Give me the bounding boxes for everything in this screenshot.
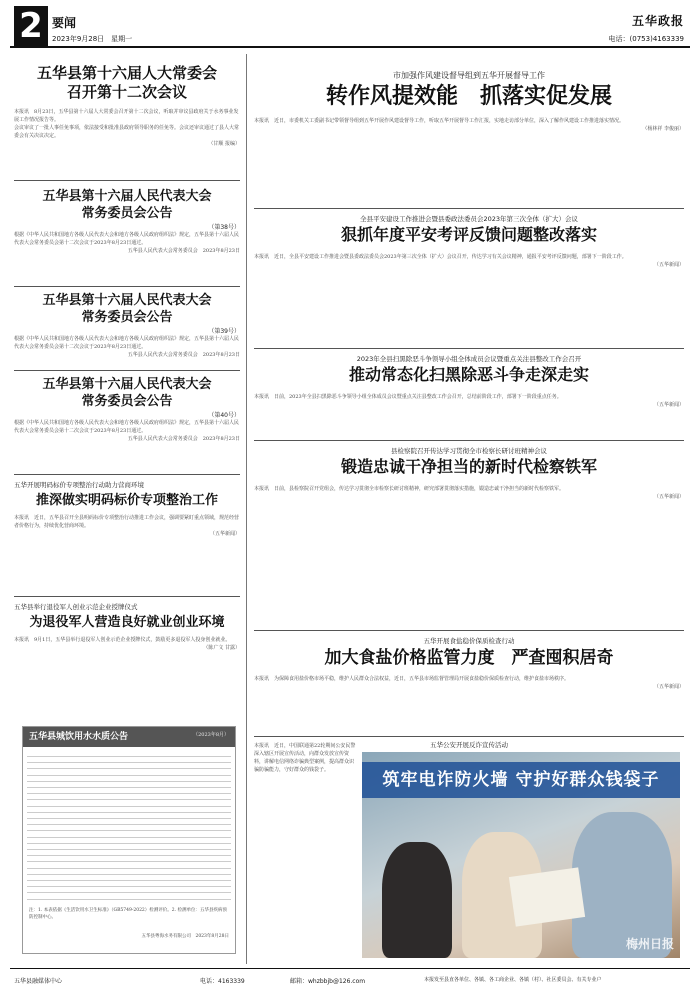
article-signature: 五华县人民代表大会常务委员会 2023年8月23日 [127, 352, 240, 358]
kicker: 五华开展食盐稳价保质检查行动 [423, 637, 515, 645]
announcement-number: （第38号） [208, 224, 240, 231]
table-row [27, 894, 231, 900]
divider [254, 208, 684, 209]
page-number: 2 [14, 6, 48, 46]
headline-line2: 常务委员会公告 [81, 206, 173, 221]
table-row [27, 794, 231, 800]
headline: 五华县第十六届人民代表大会 [42, 377, 212, 392]
table-row [27, 881, 231, 887]
article-source: （五华新闻） [209, 531, 240, 537]
anti-fraud-photo [362, 752, 680, 958]
article-anti-crime [254, 354, 684, 409]
kicker: 2023年全县扫黑除恶斗争领导小组全体成员会议暨重点关注县整改工作会召开 [356, 355, 582, 363]
photo-banner: 筑牢电诈防火墙 守护好群众钱袋子 [362, 762, 680, 798]
issue-date: 2023年9月28日 星期一 [52, 35, 133, 43]
article-source: （五华新闻） [653, 262, 684, 268]
article-price-label [14, 480, 240, 538]
table-row [27, 838, 231, 844]
leaflet [509, 867, 585, 926]
table-row [27, 788, 231, 794]
headline: 五华县第十六届人民代表大会 [42, 293, 212, 308]
headline: 加大食盐价格监管力度 严查囤积居奇 [324, 648, 614, 668]
table-row [27, 869, 231, 875]
article-source: （陈广文 甘露） [203, 645, 240, 651]
announcement-number: （第39号） [208, 328, 240, 335]
table-row [27, 825, 231, 831]
person-figure [382, 842, 452, 958]
headline-line2: 常务委员会公告 [81, 310, 173, 325]
kicker: 五华公安开展反诈宣传活动 [430, 741, 508, 749]
article-veterans [14, 602, 240, 652]
headline: 推动常态化扫黑除恶斗争走深走实 [348, 365, 589, 384]
table-row [27, 813, 231, 819]
announcement-number: （第40号） [208, 412, 240, 419]
table-row [27, 807, 231, 813]
footer-org: 五华县融媒体中心 [14, 978, 63, 985]
footer-divider [10, 968, 690, 969]
table-row [27, 782, 231, 788]
article-body: 本报讯 近日，市委机关工委副书记带领督导组到五华开展作风建设督导工作，听取五华开展督导工作汇报，实地走访部分单位，深入了解作风建设工作推进落实情况。 [254, 118, 625, 124]
table-row [27, 850, 231, 856]
masthead [0, 0, 700, 56]
divider [14, 596, 240, 597]
article-anti-fraud [254, 742, 358, 774]
table-row [27, 832, 231, 838]
footer [0, 968, 700, 992]
article-source: （甘顺 报编） [208, 141, 240, 147]
watermark: 梅州日报 [625, 937, 674, 951]
table-title-text: 五华县城饮用水水质公告 [29, 732, 129, 742]
headline: 五华县第十六届人民代表大会 [42, 189, 212, 204]
footer-notice: 本报发至县直各单位、各镇、各工商企业、各镇（村）、社区委员会、有关专业户 [424, 977, 602, 983]
article-body: 本报讯 近日，五华县召开全县明码标价专项整治行动推进工作会议，强调要紧盯重点领域，规范经营者价格行为，持续优化营商环境。 [14, 515, 240, 529]
kicker: 县检察院召开传达学习贯彻全市检察长研讨班精神会议 [391, 447, 547, 455]
article-body: 会议审议了一批人事任免事项，依法接受和批准县政府领导职务的任免等。会议还审议通过了县人大常委会有关决议决定。 [14, 125, 240, 139]
divider [14, 180, 240, 181]
table-subtitle: （2023年8月） [193, 732, 229, 738]
headline: 狠抓年度平安考评反馈问题整改落实 [340, 225, 597, 244]
article-body: 根据《中华人民共和国地方各级人民代表大会和地方各级人民政府组织法》规定，五华县第十六届人民代表大会常务委员会第十二次会议于2023年8月23日通过。 [14, 420, 240, 434]
article-body: 本报讯 9月1日，五华县举行退役军人创业示范企业授牌仪式，鼓励更多退役军人投身创业就业。 [14, 637, 231, 643]
headline: 为退役军人营造良好就业创业环境 [29, 615, 225, 630]
paper-name: 五华政报 [631, 14, 684, 28]
divider [14, 286, 240, 287]
section-title: 要闻 [52, 16, 77, 30]
table-row [27, 875, 231, 881]
table-row [27, 776, 231, 782]
article-source: （五华新闻） [653, 402, 684, 408]
table-row [27, 856, 231, 862]
headline: 转作风提效能 抓落实促发展 [325, 83, 612, 109]
announcement-39 [14, 292, 240, 359]
article-body: 本报讯 为保障食用盐价格市场平稳，维护人民群众合法权益，近日，五华县市场监督管理局开展食盐稳价保质检查行动，维护食盐市场秩序。 [254, 676, 570, 682]
article-procuratorate [254, 446, 684, 501]
divider [254, 348, 684, 349]
article-source: （杨林祥 李俊丽） [642, 126, 684, 132]
table-row [27, 751, 231, 757]
column-divider [246, 54, 247, 964]
table-publisher: 五华县粤海水务有限公司 2023年8月28日 [141, 934, 229, 939]
kicker: 全县平安建设工作推进会暨县委政法委员会2023年第三次全体（扩大）会议 [359, 215, 579, 223]
article-salt-price [254, 636, 684, 691]
table-row [27, 844, 231, 850]
divider [254, 630, 684, 631]
article-signature: 五华县人民代表大会常务委员会 2023年8月23日 [127, 436, 240, 442]
table-row [27, 863, 231, 869]
article-inspection [254, 70, 684, 133]
headline: 五华县第十六届人大常委会 [36, 64, 217, 82]
article-signature: 五华县人民代表大会常务委员会 2023年8月23日 [127, 248, 240, 254]
footer-phone: 电话：4163339 [200, 978, 245, 985]
table-row [27, 763, 231, 769]
header-divider [10, 46, 690, 48]
table-row [27, 819, 231, 825]
announcement-40 [14, 376, 240, 443]
table-grid [27, 751, 231, 901]
table-row [27, 757, 231, 763]
article-body: 根据《中华人民共和国地方各级人民代表大会和地方各级人民政府组织法》规定，五华县第十六届人民代表大会常务委员会第十二次会议于2023年8月23日通过。 [14, 232, 240, 246]
article-body: 本报讯 8月23日，五华县第十六届人大常委会召开第十二次会议，听取并审议县政府关于水务事业发展工作情况报告等。 [14, 109, 239, 123]
headline-line2: 召开第十二次会议 [66, 83, 187, 101]
article-npc-meeting [14, 64, 240, 148]
article-source: （五华新闻） [653, 494, 684, 500]
kicker: 五华县举行退役军人创业示范企业授牌仪式 [14, 603, 138, 611]
divider [14, 474, 240, 475]
kicker: 市加强作风建设督导组到五华开展督导工作 [393, 71, 545, 80]
article-body: 本报讯 近日，中国联通第22轮期间公安民警深入辖区开展宣传活动，向群众发放宣传资料，讲解电信网络诈骗典型案例，提高群众识骗防骗能力，守好群众的钱袋子。 [254, 743, 356, 773]
article-body: 根据《中华人民共和国地方各级人民代表大会和地方各级人民政府组织法》规定，五华县第十六届人民代表大会常务委员会第十二次会议于2023年8月23日通过。 [14, 336, 240, 350]
headline-line2: 常务委员会公告 [81, 394, 173, 409]
kicker: 五华开展明码标价专项整治行动助力营商环境 [14, 481, 144, 489]
table-note: 注：1. 本表依据《生活饮用水卫生标准》（GB5749-2022）检测评价。2. 检测单位：五华县疾病预防控制中心。 [29, 908, 228, 920]
article-body: 本报讯 近日，全县平安建设工作推进会暨县委政法委员会2023年第三次全体（扩大）会议召开，传达学习有关会议精神，通报平安考评反馈问题，部署下一阶段工作。 [254, 254, 627, 260]
table-row [27, 770, 231, 776]
divider [14, 370, 240, 371]
table-row [27, 887, 231, 893]
divider [254, 736, 684, 737]
footer-email: 邮箱：whzbbjb@126.com [290, 978, 366, 985]
article-body: 本报讯 日前，县检察院召开党组会，传达学习贯彻全市检察长研讨班精神，研究部署贯彻落实措施，锻造忠诚干净担当的新时代检察铁军。 [254, 486, 565, 492]
article-peace-building [254, 214, 684, 269]
article-body: 本报讯 日前，2023年全县扫黑除恶斗争领导小组全体成员会议暨重点关注县整改工作会召开，总结前阶段工作，部署下一阶段重点任务。 [254, 394, 562, 400]
header-phone: 电话：(0753)4163339 [608, 35, 684, 43]
article-source: （五华新闻） [653, 684, 684, 690]
headline: 推深做实明码标价专项整治工作 [35, 493, 218, 508]
water-quality-table [22, 726, 236, 954]
headline: 锻造忠诚干净担当的新时代检察铁军 [340, 457, 597, 476]
divider [254, 440, 684, 441]
announcement-38 [14, 188, 240, 255]
table-row [27, 801, 231, 807]
